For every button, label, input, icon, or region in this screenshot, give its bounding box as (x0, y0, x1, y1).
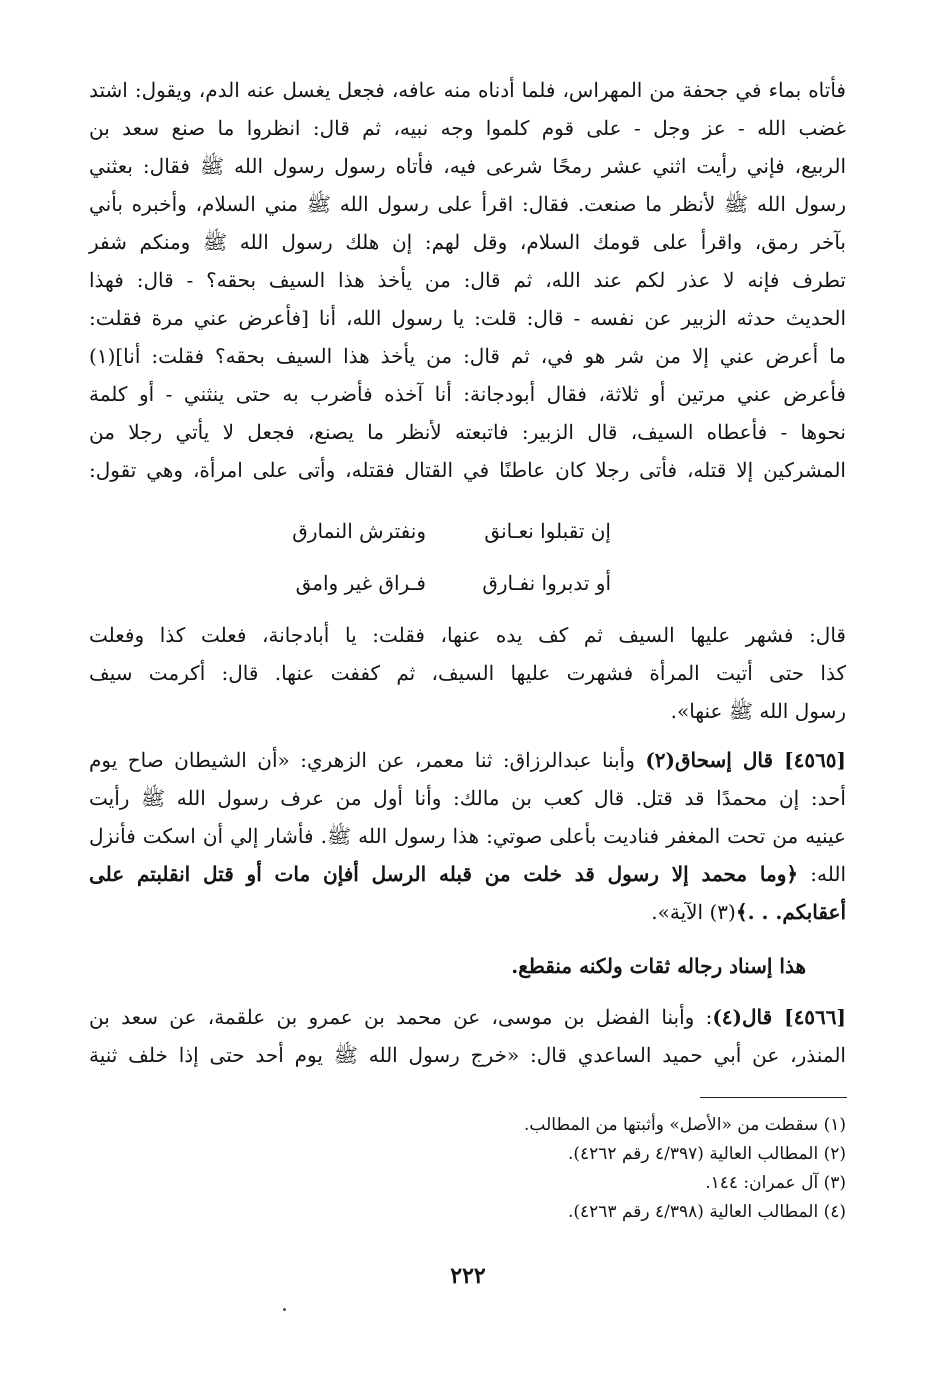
body-line: فأتاه بماء في جحفة من المهراس، فلما أدناه منه عافه، فجعل يغسل عنه الدم، ويقول: اشتد (89, 78, 846, 102)
verse-1-first-hemistich: إن تقبلوا نعـانق (484, 519, 611, 543)
body-line: قال: فشهر عليها السيف ثم كف يده عنها، فقلت: يا أبادجانة، فعلت كذا وفعلت (89, 623, 846, 647)
hadith-4565-line-4: الله: ﴿وما محمد إلا رسول قد خلت من قبله الرسل أفإن مات أو قتل انقلبتم على (89, 862, 846, 886)
hadith-4565-line-1: [٤٥٦٥] قال إسحاق(٢) وأبنا عبدالرزاق: ثنا معمر، عن الزهري: «أن الشيطان صاح يوم (89, 748, 847, 772)
footnote-4: (٤) المطالب العالية (٤/٣٩٨ رقم ٤٢٦٣). (567, 1202, 846, 1222)
verse-2-second-hemistich: فـراق غير وامق (295, 571, 426, 595)
isnad-grading: هذا إسناد رجاله ثقات ولكنه منقطع. (511, 954, 806, 978)
body-line: تطرف فإنه لا عذر لكم عند الله، ثم قال: من يأخذ هذا السيف بحقه؟ - قال: فهذا (89, 268, 846, 292)
footnote-2: (٢) المطالب العالية (٤/٣٩٧ رقم ٤٢٦٢). (567, 1144, 846, 1164)
footnote-1: (١) سقطت من «الأصل» وأثبتها من المطالب. (523, 1115, 846, 1135)
body-line: رسول الله ﷺ عنها». (670, 699, 846, 723)
body-line: بآخر رمق، واقرأ على قومك السلام، وقل لهم: إن هلك رسول الله ﷺ ومنكم شفر (89, 230, 846, 254)
body-line: غضب الله - عز وجل - على قوم كلموا وجه نبيه، ثم قال: انظروا ما صنع سعد بن (89, 116, 846, 140)
hadith-4566-line-1: [٤٥٦٦] قال(٤): وأبنا الفضل بن موسى، عن محمد بن عمرو بن علقمة، عن سعد بن (89, 1005, 846, 1029)
body-line: الربيع، فإني رأيت اثني عشر رمحًا شرعى فيه، فأتاه رسول رسول الله ﷺ فقال: بعثني (89, 154, 846, 178)
footnote-3: (٣) آل عمران: ١٤٤. (705, 1173, 846, 1193)
body-line: المشركين إلا قتله، فأتى رجلا كان عاطنًا في القتال فقتله، وأتى على امرأة، وهي تقول: (89, 458, 846, 482)
quran-verse: أعقابكم. . .﴾ (735, 900, 846, 924)
hadith-4565-line-5: أعقابكم. . .﴾(٣) الآية». (651, 900, 846, 924)
verse-2-first-hemistich: أو تدبروا نفـارق (482, 571, 611, 595)
verse-1-second-hemistich: ونفترش النمارق (292, 519, 426, 543)
hadith-number: [٤٥٦٥] قال إسحاق(٢) (645, 748, 847, 772)
hadith-number: [٤٥٦٦] قال(٤) (712, 1005, 846, 1029)
body-line: الحديث حدثه الزبير عن نفسه - قال: قلت: يا رسول الله، أنا [فأعرض عني مرة فقلت: (89, 306, 846, 330)
hadith-4565-line-2: أحد: إن محمدًا قد قتل. قال كعب بن مالك: وأنا أول من عرف رسول الله ﷺ رأيت (89, 786, 846, 810)
body-line: كذا حتى أتيت المرأة فشهرت عليها السيف، ثم كففت عنها. قال: أكرمت سيف (89, 661, 846, 685)
speck-mark (283, 1308, 286, 1311)
body-line: فأعرض عني مرتين أو ثلاثة، فقال أبودجانة: أنا آخذه فأضرب به حتى ينثني - أو كلمة (89, 382, 846, 406)
quran-verse: ﴿وما محمد إلا رسول قد خلت من قبله الرسل أفإن مات أو قتل انقلبتم على (89, 862, 799, 886)
body-line: ما أعرض عني إلا من شر هو في، ثم قال: من يأخذ هذا السيف بحقه؟ فقلت: أنا](١) (89, 344, 846, 368)
page-number: ٢٢٢ (450, 1263, 486, 1289)
body-line: رسول الله ﷺ لأنظر ما صنعت. فقال: اقرأ على رسول الله ﷺ مني السلام، وأخبره بأني (89, 192, 846, 216)
footnote-separator (700, 1097, 847, 1098)
body-line: نحوها - فأعطاه السيف، قال الزبير: فاتبعته لأنظر ما يصنع، فجعل لا يأتي رجلا من (89, 420, 846, 444)
hadith-4565-line-3: عينيه من تحت المغفر فناديت بأعلى صوتي: هذا رسول الله ﷺ. فأشار إلي أن اسكت فأنزل (89, 824, 846, 848)
hadith-4566-line-2: المنذر، عن أبي حميد الساعدي قال: «خرج رسول الله ﷺ يوم أحد حتى إذا خلف ثنية (89, 1043, 846, 1067)
